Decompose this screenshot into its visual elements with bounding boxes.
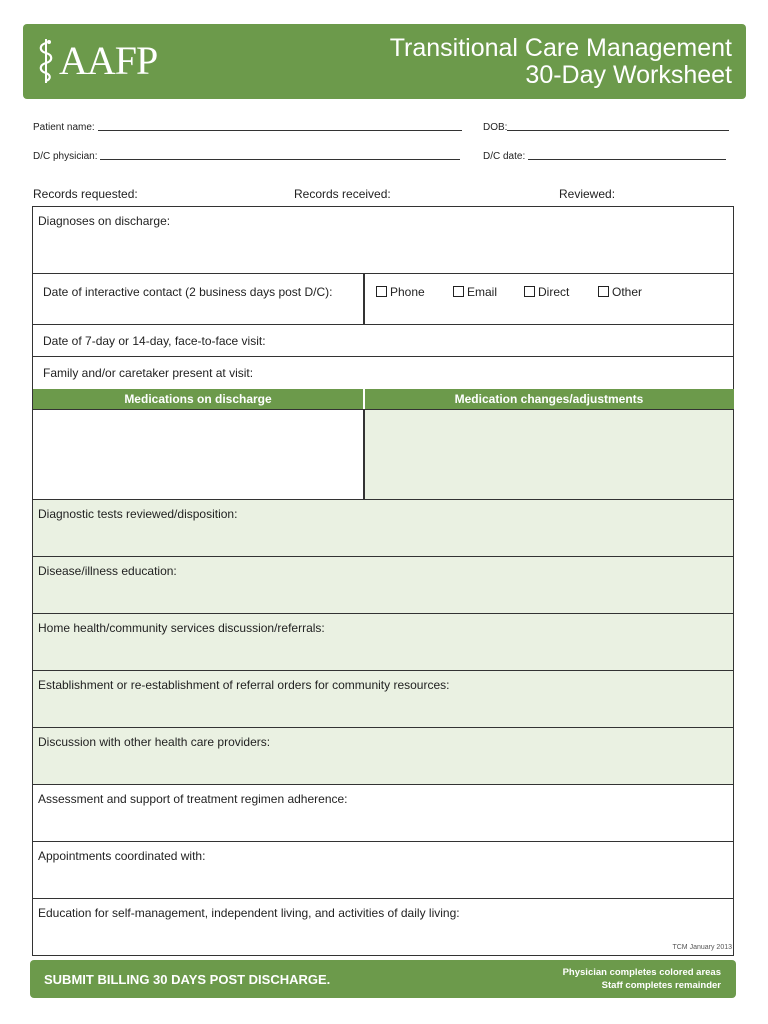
other-providers-row[interactable]: [33, 728, 733, 785]
email-option[interactable]: [453, 285, 497, 299]
interactive-contact-label: Date of interactive contact (2 business days post D/C):: [43, 285, 333, 299]
medications-row: [33, 409, 733, 499]
patient-name-label: Patient name:: [33, 122, 95, 133]
self-management-label: Education for self-management, independent living, and activities of daily living:: [38, 906, 460, 920]
phone-checkbox[interactable]: [376, 286, 387, 297]
family-present-row[interactable]: [33, 357, 733, 389]
caduceus-icon: [35, 35, 57, 85]
dc-date-field[interactable]: [483, 151, 726, 162]
visit-date-row[interactable]: [33, 325, 733, 357]
adherence-label: Assessment and support of treatment regimen adherence:: [38, 792, 348, 806]
worksheet-form: [32, 206, 734, 956]
med-discharge-area[interactable]: [33, 410, 363, 499]
completion-note: [563, 966, 721, 992]
disease-education-label: Disease/illness education:: [38, 564, 177, 578]
med-header-divider: [363, 389, 365, 409]
records-requested-label: Records requested:: [33, 187, 138, 201]
aafp-logo: [35, 34, 157, 86]
title-line-2: 30-Day Worksheet: [525, 61, 732, 89]
referral-orders-label: Establishment or re-establishment of referral orders for community resources:: [38, 678, 450, 692]
other-label: Other: [612, 285, 643, 299]
note-line-2: Staff completes remainder: [601, 980, 721, 991]
records-received-label: Records received:: [294, 187, 391, 201]
appointments-row[interactable]: [33, 842, 733, 899]
email-label: Email: [467, 285, 498, 299]
adherence-row[interactable]: [33, 785, 733, 842]
other-checkbox[interactable]: [598, 286, 609, 297]
dc-physician-line[interactable]: [100, 159, 460, 160]
direct-option[interactable]: [524, 285, 569, 299]
dc-date-label: D/C date:: [483, 151, 526, 162]
diagnoses-label: Diagnoses on discharge:: [38, 214, 171, 228]
home-health-label: Home health/community services discussion/referrals:: [38, 621, 325, 635]
diagnoses-row[interactable]: [33, 207, 733, 274]
home-health-row[interactable]: [33, 614, 733, 671]
diagnostic-tests-label: Diagnostic tests reviewed/disposition:: [38, 507, 238, 521]
page-title: [390, 35, 732, 89]
dob-field[interactable]: [483, 122, 729, 133]
family-present-label: Family and/or caretaker present at visit:: [43, 366, 254, 380]
diagnostic-tests-row[interactable]: [33, 499, 733, 557]
note-line-1: Physician completes colored areas: [562, 967, 721, 978]
footer-banner: [30, 960, 736, 998]
patient-name-field[interactable]: [33, 122, 462, 133]
phone-label: Phone: [390, 285, 425, 299]
other-providers-label: Discussion with other health care providers:: [38, 735, 271, 749]
dob-line[interactable]: [507, 130, 729, 131]
dc-physician-label: D/C physician:: [33, 151, 98, 162]
direct-checkbox[interactable]: [524, 286, 535, 297]
med-changes-area[interactable]: [365, 410, 734, 499]
interactive-contact-row: [33, 274, 733, 325]
med-discharge-header: Medications on discharge: [33, 389, 363, 409]
phone-option[interactable]: [376, 285, 425, 299]
other-option[interactable]: [598, 285, 642, 299]
contact-divider: [363, 274, 365, 324]
med-changes-header: Medication changes/adjustments: [365, 389, 734, 409]
submit-billing-note: SUBMIT BILLING 30 DAYS POST DISCHARGE.: [44, 972, 331, 987]
dc-date-line[interactable]: [528, 159, 726, 160]
title-line-1: Transitional Care Management: [389, 34, 732, 62]
email-checkbox[interactable]: [453, 286, 464, 297]
visit-date-label: Date of 7-day or 14-day, face-to-face visit:: [43, 334, 266, 348]
reviewed-label: Reviewed:: [559, 187, 616, 201]
appointments-label: Appointments coordinated with:: [38, 849, 206, 863]
self-management-row[interactable]: [33, 899, 733, 955]
patient-name-line[interactable]: [98, 130, 462, 131]
dc-physician-field[interactable]: [33, 151, 460, 162]
referral-orders-row[interactable]: [33, 671, 733, 728]
dob-label: DOB:: [483, 122, 508, 133]
tcm-code: TCM January 2013: [672, 944, 732, 951]
header-banner: [23, 24, 746, 99]
direct-label: Direct: [538, 285, 570, 299]
logo-text: AAFP: [59, 37, 158, 83]
disease-education-row[interactable]: [33, 557, 733, 614]
